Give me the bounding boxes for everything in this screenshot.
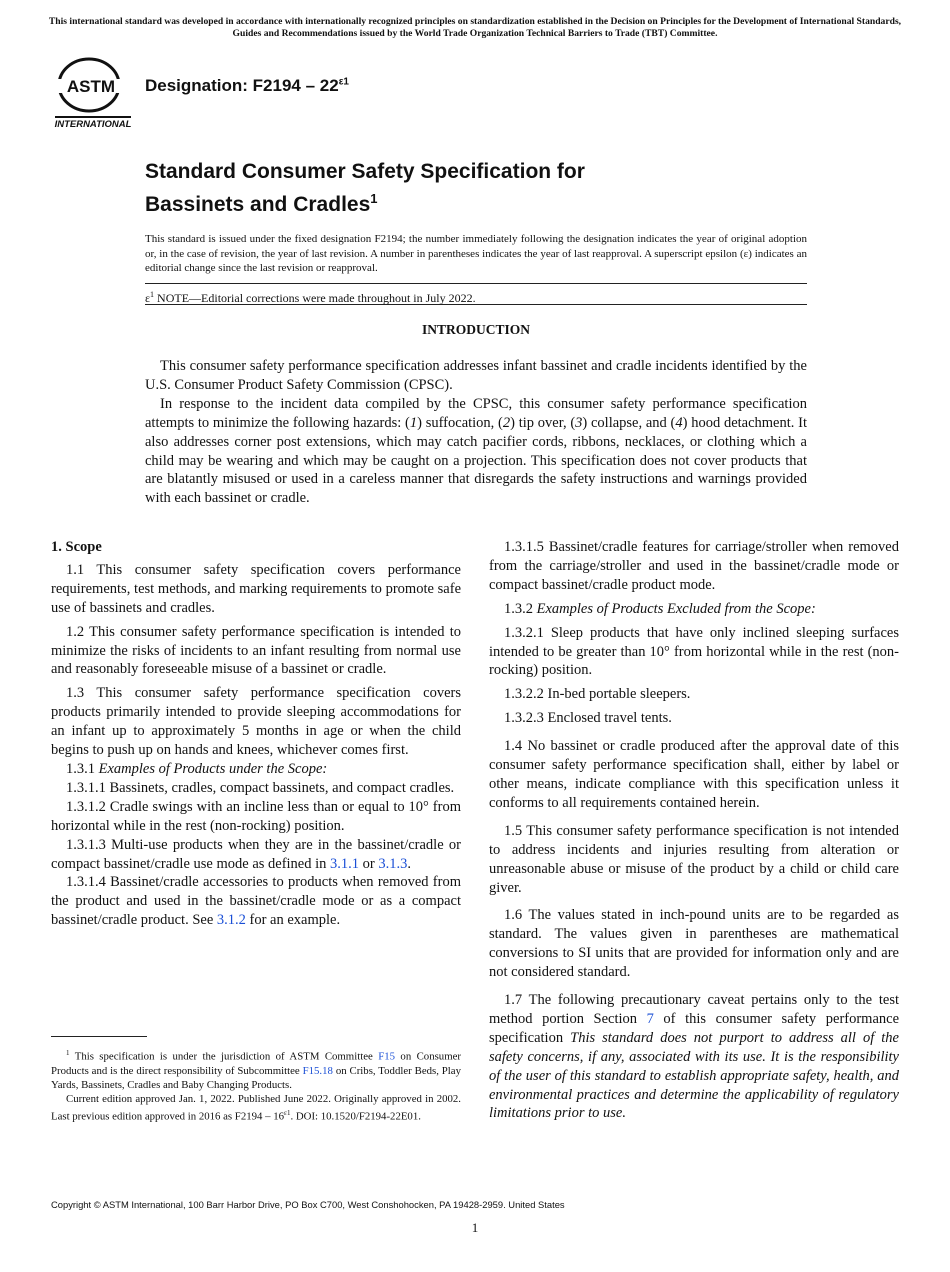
paragraph: 1.3.2.1 Sleep products that have only inclined sleeping surfaces intended to be greater than 10° from horizontal while in the rest (non-rocking) position. [489, 624, 899, 679]
paragraph: 1.2 This consumer safety performance specification is intended to minimize the risks of incidents to an infant resulting from normal use and reasonably foreseeable misuse of a bassinet or cradle. [51, 623, 461, 678]
paragraph: 1.6 The values stated in inch-pound units are to be regarded as standard. The values given in parentheses are mathematical conversions to SI units that are provided for information only and are not considered standard. [489, 907, 899, 981]
section-heading: 1. Scope [51, 539, 102, 555]
paragraph: 1.3.1.4 Bassinet/cradle accessories to products when removed from the product and used in the bassinet/cradle mode or as a compact bassinet/cradle product. See 3.1.2 for an example. [51, 874, 461, 929]
page-title: Standard Consumer Safety Specification for Bassinets and Cradles$^1$ [145, 160, 585, 216]
paragraph: 1.5 This consumer safety performance specification is not intended to address incidents and injuries resulting from alteration or unreasonable abuse or misuse of the product by a child or child care giver. [489, 822, 899, 896]
intro-paragraph: In response to the incident data compiled by the CPSC, this consumer safety performance specification attempts to minimize the following hazards: (1) suffocation, (2) tip over, (3) collapse, and (4) hood detachment. It also addresses corner post extensions, which may catch pacifier cords, ribbons, necklaces, or clothing which a child may be wearing and which may be caught on a projection. This specification does not cover products that are blatantly misused or used in a careless manner that disregards the safety instructions and warnings provided with each bassinet or cradle. [145, 395, 808, 507]
divider [145, 304, 807, 305]
introduction [145, 357, 807, 508]
paragraph: 1.1 This consumer safety specification covers performance requirements, test methods, and marking requirements to promote safe use of bassinets and cradles. [51, 561, 461, 616]
paragraph: 1.3.1.5 Bassinet/cradle features for carriage/stroller when removed from the carriage/stroller and used in the bassinet/cradle mode or compact bassinet/cradle product mode. [489, 539, 899, 593]
paragraph: 1.3.2 Examples of Products Excluded from the Scope: [504, 600, 816, 617]
logo-subtext: INTERNATIONAL [54, 119, 132, 130]
paragraph: 1.3.1.3 Multi-use products when they are in the bassinet/cradle or compact bassinet/cradle use mode as defined in 3.1.1 or 3.1.3. [51, 836, 461, 872]
footnotes [51, 1046, 461, 1124]
issued-note: This standard is issued under the fixed designation F2194; the number immediately following the designation indicates the year of original adoption or, in the case of revision, the year of last revision. A number in parentheses indicates the year of last reapproval. A superscript epsilon (ε) indicates an editorial change since the last revision or reapproval. [145, 233, 807, 275]
paragraph: 1.3 This consumer safety performance specification covers products primarily intended to provide sleeping accommodations for an infant up to approximately 5 months in age or when the child begins to push up on hands and knees, whichever comes first. [51, 685, 461, 759]
intro-paragraph: This consumer safety performance specification addresses infant bassinet and cradle incidents identified by the U.S. Consumer Product Safety Commission (CPSC). [145, 358, 807, 393]
paragraph: 1.3.1.2 Cradle swings with an incline less than or equal to 10° from horizontal while in the rest (non-rocking) position. [51, 798, 461, 834]
footnote-divider [51, 1036, 147, 1037]
paragraph: 1.3.1 Examples of Products under the Scope: [66, 760, 328, 777]
precautionary-caveat: This standard does not purport to address all of the safety concerns, if any, associated with its use. It is the responsibility of the user of this standard to establish appropriate safety, health, and environmental practices and determine the applicability of regulatory limitations prior to use. [489, 1029, 899, 1122]
divider [145, 283, 807, 284]
right-column [489, 538, 899, 1128]
introduction-heading: INTRODUCTION [421, 322, 530, 337]
paragraph: 1.3.2.3 Enclosed travel tents. [504, 710, 672, 727]
section-link[interactable]: 3.1.3 [378, 855, 408, 872]
paragraph: 1.4 No bassinet or cradle produced after the approval date of this consumer safety performance specification shall, either by label or other means, indicate compliance with this specification unless it conforms to all requirements contained herein. [489, 738, 899, 811]
title-footnote-mark: 1 [370, 191, 378, 206]
left-column [51, 538, 461, 930]
subcommittee-link[interactable]: F15.18 [302, 1064, 333, 1077]
committee-link[interactable]: F15 [378, 1050, 396, 1063]
footnote: $^1$ This specification is under the jurisdiction of ASTM Committee F15 on Consumer Products and is the direct responsibility of Subcommittee F15.18 on Cribs, Toddler Beds, Play Yards, Bassinets, Cradles and Baby Changing Products. [51, 1049, 461, 1091]
page-number: 1 [471, 1220, 479, 1235]
footnote: Current edition approved Jan. 1, 2022. Published June 2022. Originally approved in 2002. Last previous edition approved in 2016 as $F2194 - 16^{\varepsilon 1}$. DOI: 10.1520/F2194-22E01. [51, 1093, 461, 1123]
logo-text: ASTM [66, 77, 116, 96]
section-link[interactable]: 7 [646, 1010, 654, 1027]
section-link[interactable]: 3.1.1 [330, 855, 360, 872]
copyright: Copyright © ASTM International, 100 Barr Harbor Drive, PO Box C700, West Conshohocken, PA 19428-2959. United States [51, 1199, 565, 1210]
editorial-note: $\varepsilon^1$ NOTE—Editorial corrections were made throughout in July 2022. [145, 290, 476, 305]
paragraph: 1.3.2.2 In-bed portable sleepers. [504, 686, 691, 703]
paragraph: 1.7 The following precautionary caveat pertains only to the test method portion Section 7 of this consumer safety performance specification This standard does not purport to address all of the safety concerns, if any, associated with its use. It is the responsibility of the user of this standard to establish appropriate safety, health, and environmental practices and determine the applicability of regulatory limitations prior to use. [489, 992, 900, 1122]
standards-notice: This international standard was developed in accordance with internationally recognized principles on standardization established in the Decision on Principles for the Development of International Standards, Guides and Recommendations issued by the World Trade Organization Technical Barriers to Trade (TBT) Committee. [48, 16, 902, 39]
astm-logo [53, 55, 133, 131]
paragraph: 1.3.1.1 Bassinets, cradles, compact bassinets, and compact cradles. [66, 779, 455, 796]
designation-epsilon: ε1 [338, 76, 349, 88]
section-link[interactable]: 3.1.2 [216, 912, 246, 929]
designation: Designation: $F2194 - 22^{\varepsilon 1}$ [145, 76, 349, 95]
